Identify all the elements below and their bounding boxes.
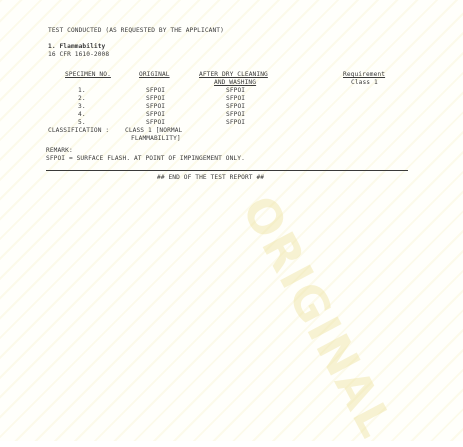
- table-row-specimen: 2.: [78, 95, 86, 102]
- requirement-value: Class 1: [351, 79, 378, 86]
- col-header-specimen: SPECIMEN NO.: [65, 71, 111, 78]
- table-row-specimen: 5.: [78, 119, 86, 126]
- col-header-after-line2: AND WASHING: [214, 79, 257, 86]
- end-of-report: ## END OF THE TEST REPORT ##: [157, 174, 265, 181]
- table-row-after: SFPOI: [226, 103, 246, 110]
- col-header-original: ORIGINAL: [139, 71, 170, 78]
- classification-label: CLASSIFICATION :: [48, 127, 110, 134]
- table-row-original: SFPOI: [146, 111, 166, 118]
- table-row-after: SFPOI: [226, 119, 246, 126]
- table-row-specimen: 4.: [78, 111, 86, 118]
- table-row-specimen: 1.: [78, 87, 86, 94]
- section-standard: 16 CFR 1610-2008: [48, 51, 110, 58]
- section-title: 1. Flammability: [48, 43, 106, 50]
- table-row-original: SFPOI: [146, 103, 166, 110]
- section-divider: [46, 170, 408, 171]
- remark-label: REMARK:: [46, 147, 73, 154]
- report-header: TEST CONDUCTED (AS REQUESTED BY THE APPLICANT): [48, 27, 224, 34]
- table-row-original: SFPOI: [146, 87, 166, 94]
- remark-text: SFPOI = SURFACE FLASH. AT POINT OF IMPINGEMENT ONLY.: [46, 155, 245, 162]
- col-header-requirement: Requirement: [343, 71, 386, 78]
- table-row-original: SFPOI: [146, 119, 166, 126]
- classification-value-line2: FLAMMABILITY]: [131, 135, 181, 142]
- col-header-after-line1: AFTER DRY CLEANING: [199, 71, 268, 78]
- table-row-original: SFPOI: [146, 95, 166, 102]
- table-row-specimen: 3.: [78, 103, 86, 110]
- original-watermark: ORIGINAL: [231, 186, 405, 447]
- table-row-after: SFPOI: [226, 111, 246, 118]
- classification-value-line1: CLASS 1 [NORMAL: [125, 127, 183, 134]
- table-row-after: SFPOI: [226, 95, 246, 102]
- table-row-after: SFPOI: [226, 87, 246, 94]
